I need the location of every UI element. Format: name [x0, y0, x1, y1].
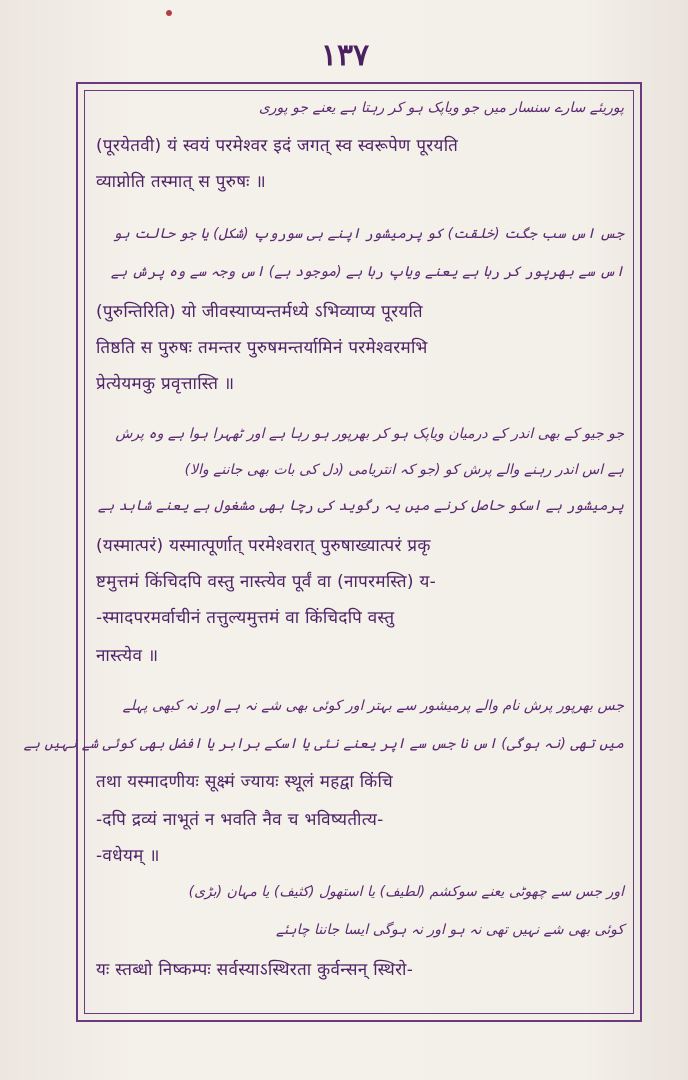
- devanagari-text-line: व्याप्नोति तस्मात् स पुरुषः ॥: [96, 172, 266, 192]
- devanagari-text-line: -स्मादपरमर्वाचीनं तत्तुल्यमुत्तमं वा किंचिदपि वस्तु: [96, 608, 395, 628]
- devanagari-text-line: -दपि द्रव्यं नाभूतं न भवति नैव च भविष्यतीत्य-: [96, 810, 384, 830]
- ink-mark: [166, 10, 172, 16]
- devanagari-text-line: प्रेत्येयमकु प्रवृत्तास्ति ॥: [96, 374, 235, 394]
- urdu-text-line: میں تھی (نہ ہوگی) اس نا جس سے اپر یعنے نئی یا اسکے برابر یا افضل بھی کوئی شے نہیں ہے: [23, 736, 624, 752]
- urdu-text-line: جس اس سب جگت (خلقت) کو پرمیشور اپنے ہی سوروپ (شکل) یا جو حالت ہو: [113, 226, 624, 242]
- text-block: [23, 96, 624, 1008]
- urdu-text-line: جو جیو کے بھی اندر کے درمیان ویاپک ہو کر بھرپور ہو رہا ہے اور ٹھہرا ہوا ہے وہ پرش: [115, 426, 624, 442]
- urdu-text-line: ہے اس اندر رہنے والے پرش کو (جو کہ انتریامی (دل کی بات بھی جاننے والا): [184, 462, 624, 478]
- devanagari-text-line: ष्टमुत्तमं किंचिदपि वस्तु नास्त्येव पूर्वं वा (नापरमस्ति) य-: [96, 572, 437, 592]
- urdu-text-line: اس سے بھرپور کر رہا ہے یعنے ویاپ رہا ہے (موجود ہے) اس وجہ سے وہ پرش ہے: [110, 264, 624, 280]
- devanagari-text-line: नास्त्येव ॥: [96, 646, 159, 666]
- devanagari-text-line: यः स्तब्धो निष्कम्पः सर्वस्याऽस्थिरता कुर्वन्सन् स्थिरो-: [96, 960, 414, 980]
- urdu-text-line: پوریئے سارے سنسار میں جو ویاپک ہو کر رہتا ہے یعنے جو پوری: [258, 100, 624, 116]
- devanagari-text-line: (पुरुन्तिरिति) यो जीवस्याप्यन्तर्मध्ये ऽभिव्याप्य पूरयति: [96, 302, 423, 322]
- urdu-text-line: جس بھرپور پرش نام والے پرمیشور سے بہتر اور کوئی بھی شے نہ ہے اور نہ کبھی پہلے: [122, 698, 624, 714]
- devanagari-text-line: (पूरयेतवी) यं स्वयं परमेश्वर इदं जगत् स्व स्वरूपेण पूरयति: [96, 136, 459, 156]
- devanagari-text-line: (यस्मात्परं) यस्मात्पूर्णात् परमेश्वरात् पुरुषाख्यात्परं प्रकृ: [96, 536, 431, 556]
- urdu-text-line: پرمیشور ہے اسکو حاصل کرنے میں یہ رگوید کی رچا بھی مشغول ہے یعنے شاہد ہے: [97, 498, 624, 514]
- urdu-text-line: کوئی بھی شے نہیں تھی نہ ہو اور نہ ہوگی ایسا جاننا چاہئے: [275, 922, 624, 938]
- devanagari-text-line: तिष्ठति स पुरुषः तमन्तर पुरुषमन्तर्यामिनं परमेश्वरमभि: [96, 338, 428, 358]
- urdu-text-line: اور جس سے چھوٹی یعنے سوکشم (لطیف) یا استھول (کثیف) یا مہان (بڑی): [188, 884, 624, 900]
- devanagari-text-line: तथा यस्मादणीयः सूक्ष्मं ज्यायः स्थूलं महद्वा किंचि: [96, 772, 394, 792]
- page-number: ۱۳۷: [320, 38, 370, 73]
- devanagari-text-line: -वधेयम् ॥: [96, 846, 160, 866]
